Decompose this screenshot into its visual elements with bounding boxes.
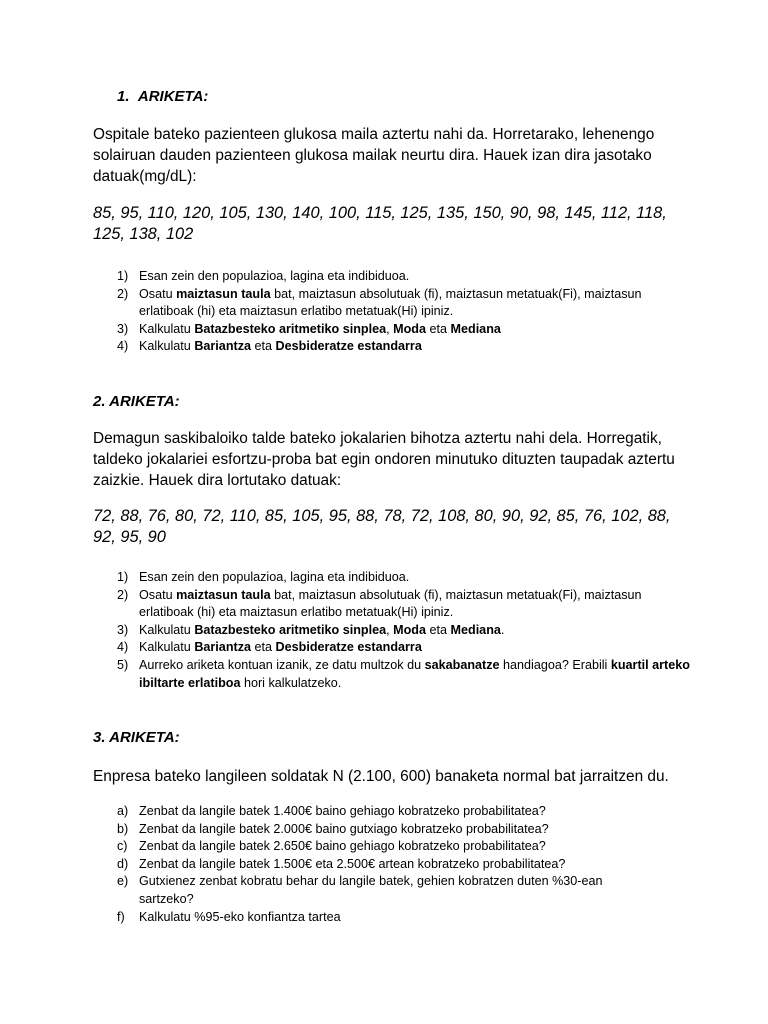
list-item: 1) Esan zein den populazioa, lagina eta indibiduoa. [117,570,410,584]
list-item: e) Gutxienez zenbat kobratu behar du langile batek, gehien kobratzen duten %30-ean sartzeko? [117,874,603,906]
list-item: d) Zenbat da langile batek 1.500€ eta 2.500€ artean kobratzeko probabilitatea? [117,856,566,871]
exercise-1-heading [117,88,208,106]
exercise-1-data: 85, 95, 110, 120, 105, 130, 140, 100, 115, 125, 135, 150, 90, 98, 145, 112, 118, 125, 138, 102 [93,204,667,243]
list-item: 4) Kalkulatu Bariantza eta Desbideratze estandarra [117,339,422,354]
exercise-3-tasks [93,803,693,926]
list-item: 2) Osatu maiztasun taula bat, maiztasun absolutuak (fi), maiztasun metatuak(Fi), maiztasun erlatiboak (hi) eta maiztasun erlatibo metatuak(Hi) ipiniz. [117,587,642,620]
exercise-3-heading: 3. ARIKETA: [93,729,180,746]
exercise-2-intro: Demagun saskibaloiko talde bateko jokalarien bihotza aztertu nahi dela. Horregatik, taldeko jokalariei esfortzu-proba bat egin ondoren minutuko dituzten taupadak aztertu zaizkie. Hauek dira lortutako datuak: [93,430,675,489]
exercise-1-tasks [93,268,693,356]
list-item: 3) Kalkulatu Batazbesteko aritmetiko sinplea, Moda eta Mediana [117,321,501,336]
exercise-1-number: 1. [117,88,130,105]
list-item: 1) Esan zein den populazioa, lagina eta indibiduoa. [117,269,410,283]
list-item: 5) Aurreko ariketa kontuan izanik, ze datu multzok du sakabanatze handiagoa? Erabili kuartil arteko ibiltarte erlatiboa hori kalkulatzeko. [117,657,690,690]
list-item: f) Kalkulatu %95-eko konfiantza tartea [117,909,341,924]
list-item: 4) Kalkulatu Bariantza eta Desbideratze estandarra [117,640,422,655]
list-item: 2) Osatu maiztasun taula bat, maiztasun absolutuak (fi), maiztasun metatuak(Fi), maiztasun erlatiboak (hi) eta maiztasun erlatibo metatuak(Hi) ipiniz. [117,286,642,319]
list-item: b) Zenbat da langile batek 2.000€ baino gutxiago kobratzeko probabilitatea? [117,821,549,836]
list-item: 3) Kalkulatu Batazbesteko aritmetiko sinplea, Moda eta Mediana. [117,622,505,637]
exercise-1-intro: Ospitale bateko pazienteen glukosa maila aztertu nahi da. Horretarako, lehenengo solairuan dauden pazienteen glukosa mailak neurtu dira. Hauek izan dira jasotako datuak(mg/dL): [93,126,655,185]
exercise-2-data: 72, 88, 76, 80, 72, 110, 85, 105, 95, 88, 78, 72, 108, 80, 90, 92, 85, 76, 102, 88, 92, 95, 90 [93,507,671,546]
exercise-2-tasks [93,569,693,692]
list-item: a) Zenbat da langile batek 1.400€ baino gehiago kobratzeko probabilitatea? [117,804,546,818]
exercise-1-title: ARIKETA: [137,88,209,105]
list-item: c) Zenbat da langile batek 2.650€ baino gehiago kobratzeko probabilitatea? [117,839,546,854]
exercise-3-intro: Enpresa bateko langileen soldatak N (2.100, 600) banaketa normal bat jarraitzen du. [93,768,669,785]
exercise-2-heading: 2. ARIKETA: [93,393,180,410]
